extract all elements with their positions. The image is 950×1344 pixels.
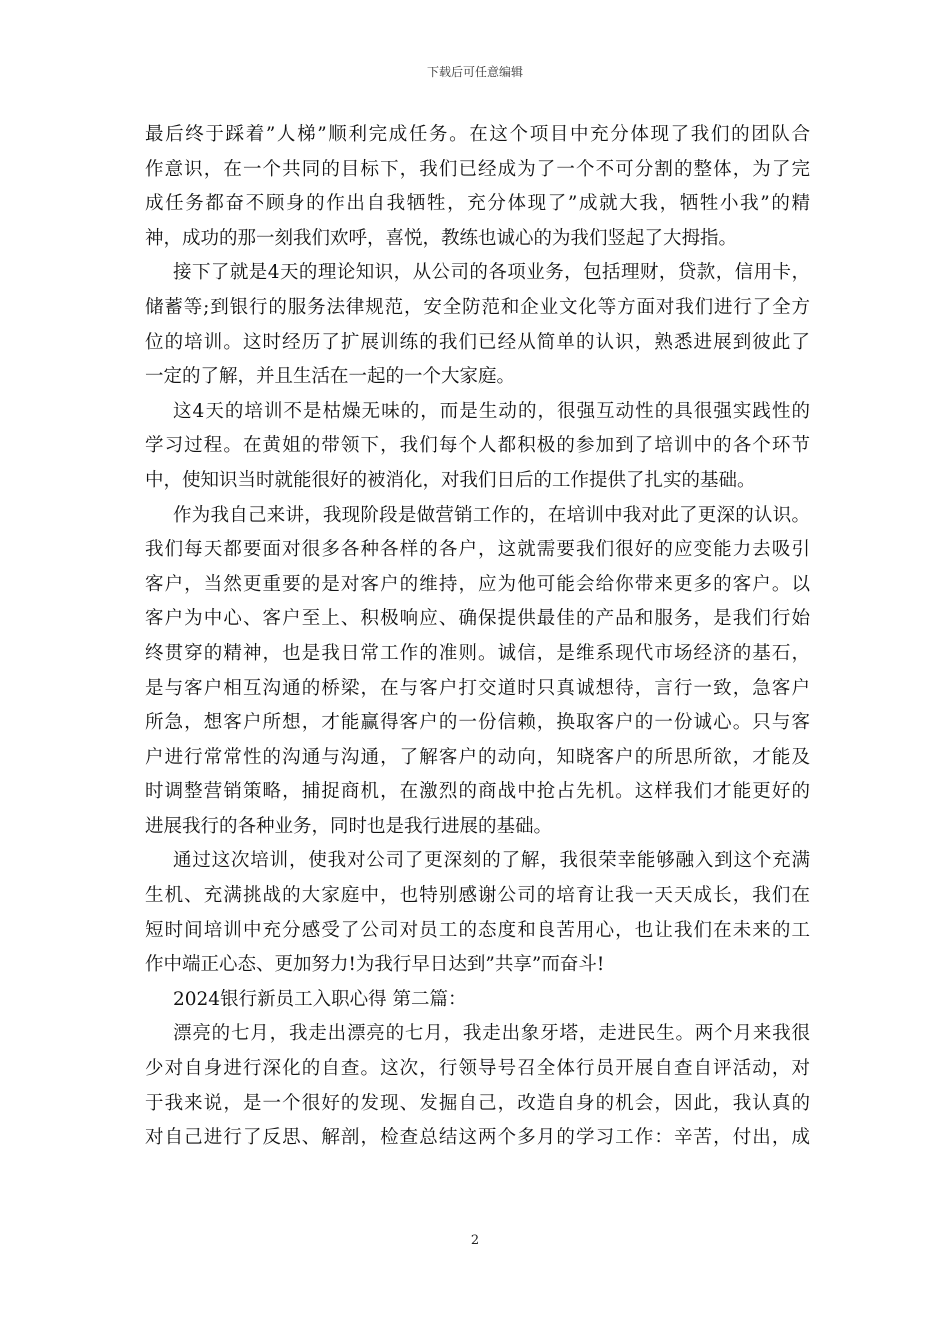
text-line: 通过这次培训，使我对公司了更深刻的了解，我很荣幸能够融入到这个充满 xyxy=(173,850,810,872)
text-line: 储蓄等;到银行的服务法律规范，安全防范和企业文化等方面对我们进行了全方 xyxy=(145,296,810,318)
text-line: 作意识，在一个共同的目标下，我们已经成为了一个不可分割的整体，为了完 xyxy=(145,158,810,180)
text-line: 一定的了解，并且生活在一起的一个大家庭。 xyxy=(145,366,516,388)
text-line: 位的培训。这时经历了扩展训练的我们已经从简单的认识，熟悉进展到彼此了 xyxy=(145,331,810,353)
text-line: 作为我自己来讲，我现阶段是做营销工作的，在培训中我对此了更深的认识。 xyxy=(173,504,810,526)
text-line: 于我来说，是一个很好的发现、发掘自己，改造自身的机会，因此，我认真的 xyxy=(145,1092,810,1114)
text-line: 是与客户相互沟通的桥梁，在与客户打交道时只真诚想待，言行一致，急客户 xyxy=(145,677,810,699)
text-line: 接下了就是4天的理论知识，从公司的各项业务，包括理财，贷款，信用卡， xyxy=(173,262,810,284)
page-header: 下载后可任意编辑 xyxy=(426,65,523,79)
text-line: 中，使知识当时就能很好的被消化，对我们日后的工作提供了扎实的基础。 xyxy=(145,469,756,491)
text-line: 时调整营销策略，捕捉商机，在激烈的商战中抢占先机。这样我们才能更好的 xyxy=(145,781,810,803)
text-line: 漂亮的七月，我走出漂亮的七月，我走出象牙塔，走进民生。两个月来我很 xyxy=(173,1023,810,1045)
text-line: 作中端正心态、更加努力!为我行早日达到”共享”而奋斗! xyxy=(145,954,605,976)
document-body xyxy=(145,118,810,1156)
text-line: 客户，当然更重要的是对客户的维持，应为他可能会给你带来更多的客户。以 xyxy=(145,573,810,595)
text-line: 短时间培训中充分感受了公司对员工的态度和良苦用心，也让我们在未来的工 xyxy=(145,919,810,941)
text-line: 户进行常常性的沟通与沟通，了解客户的动向，知晓客户的所思所欲，才能及 xyxy=(145,746,810,768)
text-line: 我们每天都要面对很多各种各样的各户，这就需要我们很好的应变能力去吸引 xyxy=(145,539,810,561)
text-line: 神，成功的那一刻我们欢呼，喜悦，教练也诚心的为我们竖起了大拇指。 xyxy=(145,227,738,249)
text-line: 最后终于踩着”人梯”顺利完成任务。在这个项目中充分体现了我们的团队合 xyxy=(145,124,810,145)
text-line: 进展我行的各种业务，同时也是我行进展的基础。 xyxy=(145,815,553,837)
text-line: 对自己进行了反思、解剖，检查总结这两个多月的学习工作：辛苦，付出，成 xyxy=(145,1127,810,1149)
text-line: 成任务都奋不顾身的作出自我牺牲，充分体现了”成就大我，牺牲小我”的精 xyxy=(145,193,810,215)
text-line: 学习过程。在黄姐的带领下，我们每个人都积极的参加到了培训中的各个环节 xyxy=(145,435,810,457)
text-line: 2024银行新员工入职心得 第二篇： xyxy=(173,988,467,1010)
page-number: 2 xyxy=(470,1233,480,1248)
text-line: 生机、充满挑战的大家庭中，也特别感谢公司的培育让我一天天成长，我们在 xyxy=(145,885,810,907)
text-line: 这4天的培训不是枯燥无味的，而是生动的，很强互动性的具很强实践性的 xyxy=(173,400,810,422)
text-line: 少对自身进行深化的自查。这次，行领导号召全体行员开展自查自评活动，对 xyxy=(145,1058,810,1080)
text-line: 终贯穿的精神，也是我日常工作的准则。诚信，是维系现代市场经济的基石， xyxy=(145,642,810,664)
text-line: 客户为中心、客户至上、积极响应、确保提供最佳的产品和服务，是我们行始 xyxy=(145,608,810,630)
text-line: 所急，想客户所想，才能赢得客户的一份信赖，换取客户的一份诚心。只与客 xyxy=(145,712,810,734)
